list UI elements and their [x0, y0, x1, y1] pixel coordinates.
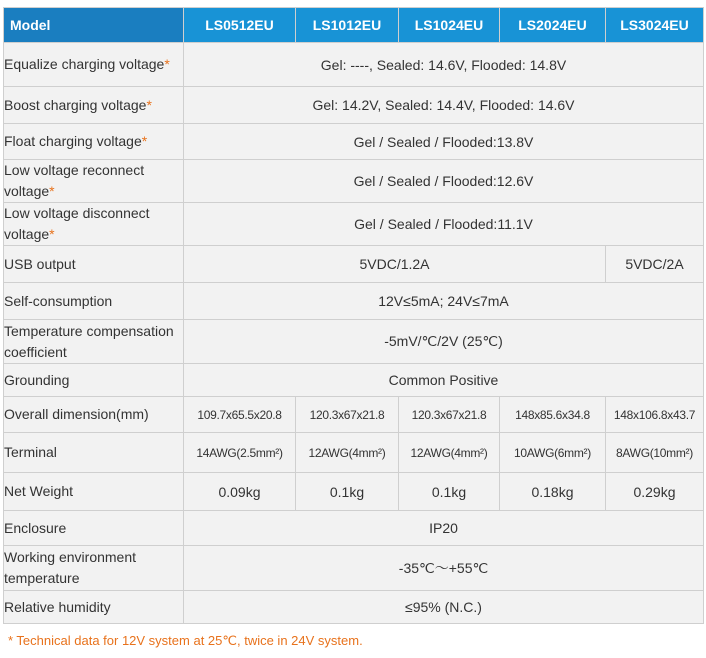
row-label-text: Low voltage disconnect voltage [4, 205, 150, 242]
row-value: 148x85.6x34.8 [500, 397, 606, 433]
row-overall-dimension [4, 397, 704, 433]
row-value: Gel / Sealed / Flooded:12.6V [184, 160, 704, 203]
row-label: USB output [4, 246, 184, 283]
row-equalize [4, 43, 704, 87]
row-grounding [4, 364, 704, 397]
header-ls3024eu: LS3024EU [606, 8, 704, 43]
header-ls0512eu: LS0512EU [184, 8, 296, 43]
row-label [4, 203, 184, 246]
row-value: 12AWG(4mm²) [399, 433, 500, 473]
row-value: 0.1kg [296, 473, 399, 511]
row-value: 5VDC/2A [606, 246, 704, 283]
header-model: Model [4, 8, 184, 43]
asterisk-mark: * [146, 96, 152, 113]
footnote: * Technical data for 12V system at 25℃, twice in 24V system. [8, 633, 363, 648]
row-boost [4, 87, 704, 124]
row-value: 0.1kg [399, 473, 500, 511]
row-value: 0.09kg [184, 473, 296, 511]
row-label-text: Low voltage reconnect voltage [4, 162, 145, 199]
row-value: 12V≤5mA; 24V≤7mA [184, 283, 704, 320]
row-label: Grounding [4, 364, 184, 397]
header-ls2024eu: LS2024EU [500, 8, 606, 43]
row-label: Relative humidity [4, 591, 184, 624]
row-self-consumption [4, 283, 704, 320]
row-value: Gel: 14.2V, Sealed: 14.4V, Flooded: 14.6V [184, 87, 704, 124]
row-value: 14AWG(2.5mm²) [184, 433, 296, 473]
row-value: -35℃～+55℃ [184, 546, 704, 591]
row-value: 5VDC/1.2A [184, 246, 606, 283]
row-low-voltage-disconnect [4, 203, 704, 246]
row-value: 109.7x65.5x20.8 [184, 397, 296, 433]
row-label [4, 43, 184, 87]
row-value: 148x106.8x43.7 [606, 397, 704, 433]
row-value: -5mV/℃/2V (25℃) [184, 320, 704, 364]
row-value: Common Positive [184, 364, 704, 397]
header-ls1012eu: LS1012EU [296, 8, 399, 43]
row-terminal [4, 433, 704, 473]
row-value: Gel: ----, Sealed: 14.6V, Flooded: 14.8V [184, 43, 704, 87]
row-label-text: Boost charging voltage [4, 96, 147, 113]
row-working-temperature [4, 546, 704, 591]
spec-table [3, 7, 704, 624]
row-value: ≤95% (N.C.) [184, 591, 704, 624]
row-usb-output [4, 246, 704, 283]
asterisk-mark: * [164, 56, 170, 72]
row-relative-humidity [4, 591, 704, 624]
row-value: 120.3x67x21.8 [296, 397, 399, 433]
row-value: 12AWG(4mm²) [296, 433, 399, 473]
asterisk-mark: * [49, 183, 55, 199]
row-value: 120.3x67x21.8 [399, 397, 500, 433]
row-label [4, 87, 184, 124]
row-low-voltage-reconnect [4, 160, 704, 203]
asterisk-mark: * [49, 226, 55, 242]
row-value: 10AWG(6mm²) [500, 433, 606, 473]
row-enclosure [4, 511, 704, 546]
row-value: Gel / Sealed / Flooded:13.8V [184, 124, 704, 160]
row-label: Enclosure [4, 511, 184, 546]
row-label: Net Weight [4, 473, 184, 511]
row-net-weight [4, 473, 704, 511]
row-label [4, 160, 184, 203]
row-value: 0.18kg [500, 473, 606, 511]
row-label-text: Float charging voltage [4, 133, 142, 149]
row-value: Gel / Sealed / Flooded:11.1V [184, 203, 704, 246]
row-temperature-compensation [4, 320, 704, 364]
row-value: 8AWG(10mm²) [606, 433, 704, 473]
row-label [4, 124, 184, 160]
row-label: Terminal [4, 433, 184, 473]
row-label: Overall dimension(mm) [4, 397, 184, 433]
header-row [4, 8, 704, 43]
row-label-text: Equalize charging voltage [4, 56, 165, 72]
row-label: Self-consumption [4, 283, 184, 320]
row-value: IP20 [184, 511, 704, 546]
header-ls1024eu: LS1024EU [399, 8, 500, 43]
row-label: Working environment temperature [4, 546, 184, 591]
row-label: Temperature compensation coefficient [4, 320, 184, 364]
asterisk-mark: * [141, 133, 148, 149]
row-float [4, 124, 704, 160]
row-value: 0.29kg [606, 473, 704, 511]
